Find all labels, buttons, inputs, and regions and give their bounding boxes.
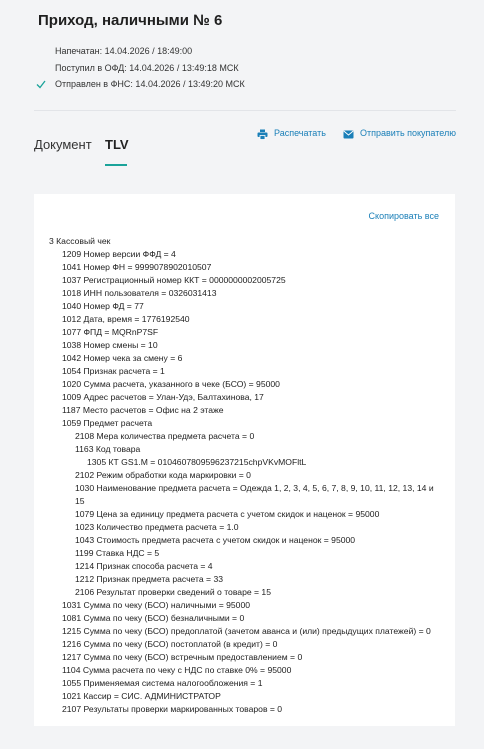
tlv-line: 1305 КТ GS1.M = 0104607809596237215chpVKvMOFltL [87,457,307,467]
tlv-line: 1163 Код товара [75,444,141,454]
tlv-card [34,194,455,726]
tlv-line: 1215 Сумма по чеку (БСО) предоплатой (зачетом аванса и (или) предыдущих платежей) = 0 [62,626,431,636]
tlv-line: 1040 Номер ФД = 77 [62,301,144,311]
tlv-line: 1199 Ставка НДС = 5 [75,548,160,558]
tlv-line: 1079 Цена за единицу предмета расчета с учетом скидок и наценок = 95000 [75,509,380,519]
printer-icon [257,129,268,140]
tlv-line: 1023 Количество предмета расчета = 1.0 [75,522,239,532]
tlv-line: 1020 Сумма расчета, указанного в чеке (БСО) = 95000 [62,379,280,389]
tlv-line: 1077 ФПД = MQRnP7SF [62,327,159,337]
tlv-line: 2106 Результат проверки сведений о товаре = 15 [75,587,271,597]
send-to-customer-button[interactable] [360,128,456,138]
tlv-line: 1081 Сумма по чеку (БСО) безналичными = 0 [62,613,245,623]
tlv-line: 1216 Сумма по чеку (БСО) постоплатой (в кредит) = 0 [62,639,278,649]
tlv-line: 1214 Признак способа расчета = 4 [75,561,213,571]
tlv-line: 1187 Место расчетов = Офис на 2 этаже [62,405,224,415]
page-title: Приход, наличными № 6 [38,12,223,29]
status-fns: Отправлен в ФНС: 14.04.2026 / 13:49:20 МСК [55,79,245,89]
tlv-line: 3 Кассовый чек [49,236,111,246]
status-ofd: Поступил в ОФД: 14.04.2026 / 13:49:18 МСК [55,63,239,73]
active-tab-indicator [105,164,127,166]
tlv-line: 1054 Признак расчета = 1 [62,366,165,376]
tlv-line: 1059 Предмет расчета [62,418,153,428]
status-printed: Напечатан: 14.04.2026 / 18:49:00 [55,46,193,56]
tab-document[interactable]: Документ [34,137,92,152]
print-button[interactable] [274,128,326,138]
tlv-line: 1018 ИНН пользователя = 0326031413 [62,288,217,298]
tlv-line: 1041 Номер ФН = 9999078902010507 [62,262,212,272]
tlv-line: 2102 Режим обработки кода маркировки = 0 [75,470,251,480]
mail-icon [343,130,354,139]
check-icon [36,79,46,89]
tlv-line: 1209 Номер версии ФФД = 4 [62,249,176,259]
tlv-line: 1031 Сумма по чеку (БСО) наличными = 95000 [62,600,251,610]
send-label: Отправить покупателю [360,128,456,138]
tlv-line: 1055 Применяемая система налогообложения = 1 [62,678,263,688]
tlv-line: 1042 Номер чека за смену = 6 [62,353,183,363]
print-label: Распечатать [274,128,326,138]
tab-tlv[interactable]: TLV [105,137,129,152]
tlv-line: 1021 Кассир = СИС. АДМИНИСТРАТОР [62,691,221,701]
tlv-line: 1012 Дата, время = 1776192540 [62,314,190,324]
divider [34,110,456,111]
tlv-list [49,235,444,716]
tlv-line: 1104 Сумма расчета по чеку с НДС по ставке 0% = 95000 [62,665,292,675]
tlv-line: 1217 Сумма по чеку (БСО) встречным предоставлением = 0 [62,652,303,662]
tlv-line: 1043 Стоимость предмета расчета с учетом скидок и наценок = 95000 [75,535,356,545]
tlv-line: 2108 Мера количества предмета расчета = 0 [75,431,255,441]
copy-all-button[interactable]: Скопировать все [368,211,439,221]
tlv-line: 2107 Результаты проверки маркированных товаров = 0 [62,704,283,714]
tlv-line: 1037 Регистрационный номер ККТ = 0000000002005725 [62,275,286,285]
tlv-line: 1038 Номер смены = 10 [62,340,158,350]
tlv-line: 1030 Наименование предмета расчета = Одежда 1, 2, 3, 4, 5, 6, 7, 8, 9, 10, 11, 12, 13, 14 и 15 [75,483,434,506]
tlv-line: 1212 Признак предмета расчета = 33 [75,574,224,584]
tlv-line: 1009 Адрес расчетов = Улан-Удэ, Балтахинова, 17 [62,392,264,402]
